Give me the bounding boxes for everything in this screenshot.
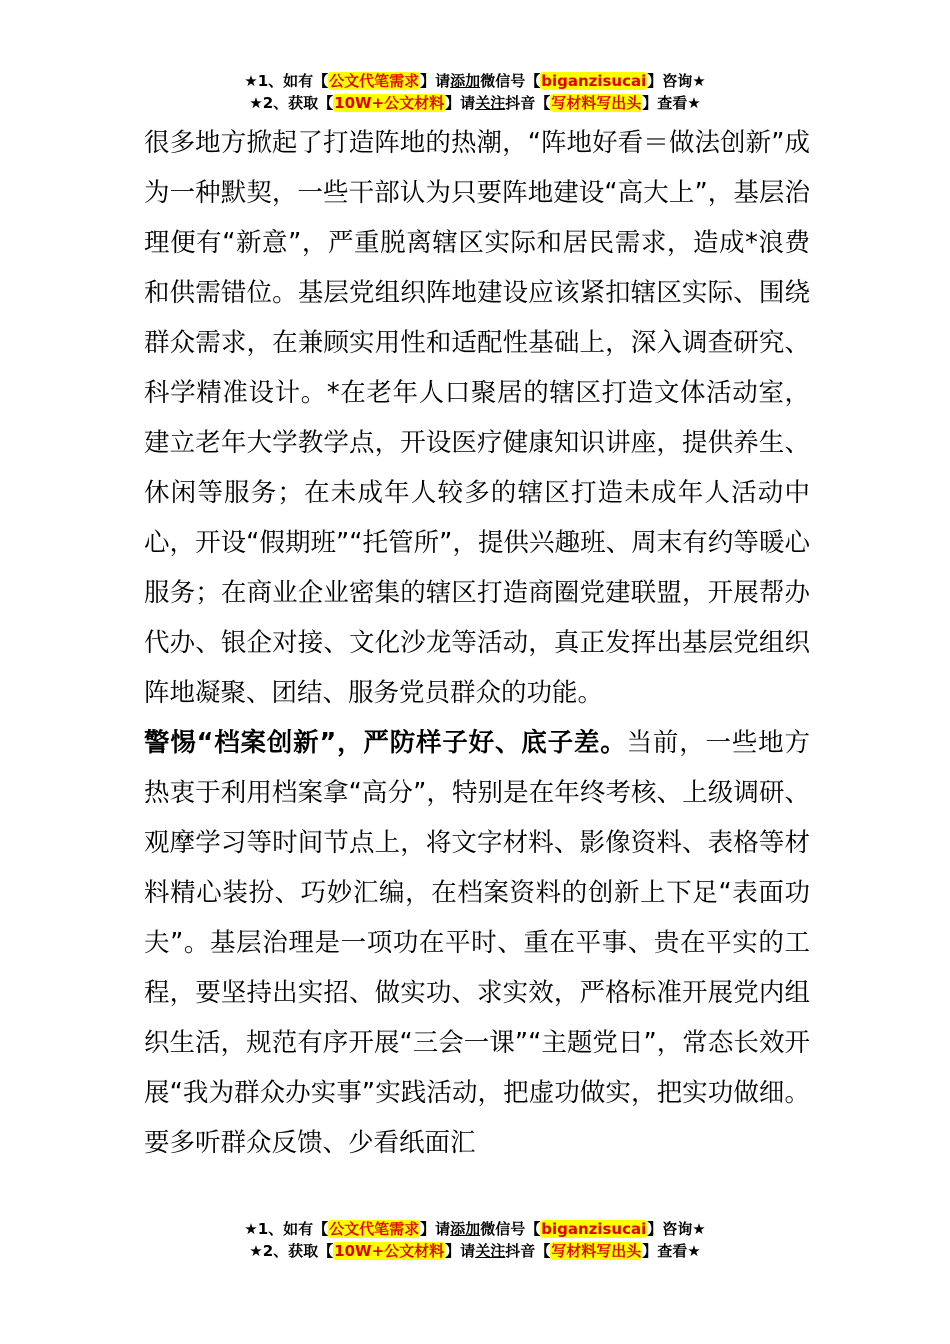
promo-text: 】查看 xyxy=(642,1242,688,1260)
star-icon: ★ xyxy=(692,1220,706,1238)
promo-text: 】咨询 xyxy=(647,1220,693,1238)
promo-highlight: 公文代笔需求 xyxy=(329,72,420,90)
promo-text: 】请 xyxy=(420,72,451,90)
paragraph-2-text: 当前，一些地方热衷于利用档案拿“高分”，特别是在年终考核、上级调研、观摩学习等时间节点上，将文字材料、影像资料、表格等材料精心装扮、巧妙汇编，在档案资料的创新上下足“表面功夫”。基层治理是一项功在平时、重在平事、贵在平实的工程，要坚持出实招、做实功、求实效，严格标准开展党内组织生活，规范有序开展“三会一课”“主题党日”，常态长效开展“我为群众办实事”实践活动，把虚功做实，把实功做细。要多听群众反馈、少看纸面汇 xyxy=(144,728,810,1158)
promo-underline: 关注 xyxy=(475,1242,506,1260)
promo-highlight: 10W+公文材料 xyxy=(334,1242,445,1260)
promo-text: 】请 xyxy=(420,1220,451,1238)
promo-banner-bottom xyxy=(0,1218,950,1262)
promo-text: 】咨询 xyxy=(647,72,693,90)
star-icon: ★ xyxy=(692,72,706,90)
promo-text: 微信号【 xyxy=(480,72,541,90)
promo-text: 】查看 xyxy=(642,94,688,112)
promo-highlight: 写材料写出头 xyxy=(551,94,642,112)
promo-line-2 xyxy=(0,1240,950,1262)
star-icon: ★ xyxy=(244,1220,258,1238)
star-icon: ★ xyxy=(249,1242,263,1260)
promo-text: 抖音【 xyxy=(505,1242,551,1260)
document-body xyxy=(144,118,810,1168)
promo-text: 1、如有【 xyxy=(257,1220,329,1238)
promo-line-2 xyxy=(0,92,950,114)
promo-line-1 xyxy=(0,1218,950,1240)
star-icon: ★ xyxy=(244,72,258,90)
promo-text: 1、如有【 xyxy=(257,72,329,90)
paragraph-2 xyxy=(144,718,810,1168)
promo-line-1 xyxy=(0,70,950,92)
promo-highlight: 公文代笔需求 xyxy=(329,1220,420,1238)
promo-text: 】请 xyxy=(445,1242,476,1260)
promo-underline: 添加 xyxy=(450,72,481,90)
promo-banner-top xyxy=(0,70,950,114)
promo-text: 2、获取【 xyxy=(262,1242,334,1260)
star-icon: ★ xyxy=(687,94,701,112)
promo-highlight: 写材料写出头 xyxy=(551,1242,642,1260)
promo-highlight: biganzisucai xyxy=(541,72,647,90)
promo-text: 抖音【 xyxy=(505,94,551,112)
promo-text: 2、获取【 xyxy=(262,94,334,112)
paragraph-2-heading: 警惕“档案创新”，严防样子好、底子差。 xyxy=(144,728,627,758)
promo-underline: 关注 xyxy=(475,94,506,112)
promo-highlight: biganzisucai xyxy=(541,1220,647,1238)
paragraph-1: 很多地方掀起了打造阵地的热潮，“阵地好看＝做法创新”成为一种默契，一些干部认为只要阵地建设“高大上”，基层治理便有“新意”，严重脱离辖区实际和居民需求，造成*浪费和供需错位。基层党组织阵地建设应该紧扣辖区实际、围绕群众需求，在兼顾实用性和适配性基础上，深入调查研究、科学精准设计。*在老年人口聚居的辖区打造文体活动室，建立老年大学教学点，开设医疗健康知识讲座，提供养生、休闲等服务；在未成年人较多的辖区打造未成年人活动中心，开设“假期班”“托管所”，提供兴趣班、周末有约等暖心服务；在商业企业密集的辖区打造商圈党建联盟，开展帮办代办、银企对接、文化沙龙等活动，真正发挥出基层党组织阵地凝聚、团结、服务党员群众的功能。 xyxy=(144,128,810,708)
star-icon: ★ xyxy=(687,1242,701,1260)
promo-underline: 添加 xyxy=(450,1220,481,1238)
star-icon: ★ xyxy=(249,94,263,112)
promo-highlight: 10W+公文材料 xyxy=(334,94,445,112)
promo-text: 微信号【 xyxy=(480,1220,541,1238)
promo-text: 】请 xyxy=(445,94,476,112)
